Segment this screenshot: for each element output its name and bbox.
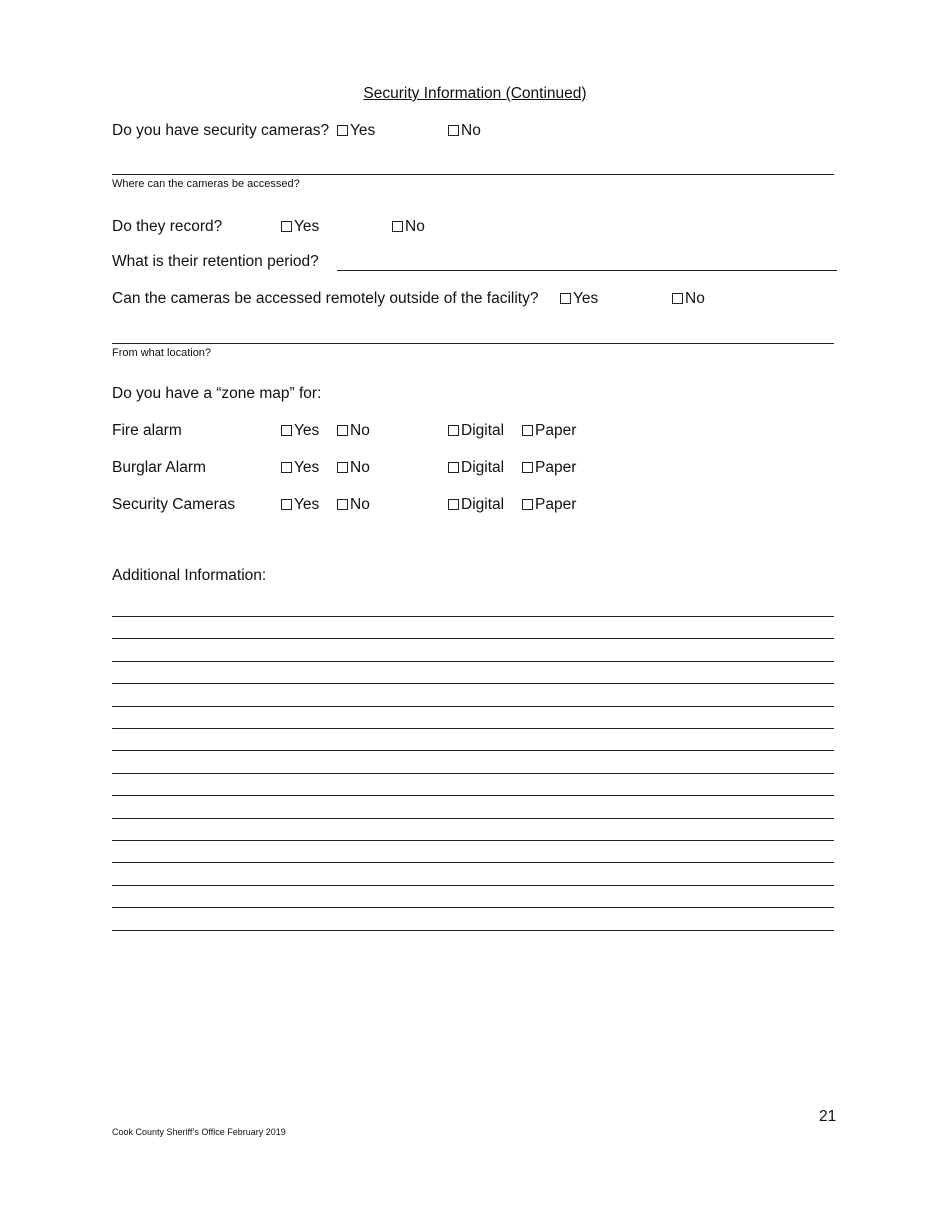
checkbox-icon: [522, 462, 533, 473]
additional-info-line[interactable]: [112, 706, 834, 707]
footer-text: Cook County Sheriff’s Office February 2019: [112, 1127, 286, 1137]
checkbox-icon: [337, 499, 348, 510]
fire-alarm-yes-checkbox[interactable]: Yes: [281, 422, 319, 440]
checkbox-icon: [281, 462, 292, 473]
checkbox-icon: [337, 462, 348, 473]
zone-row-label: Fire alarm: [112, 422, 182, 439]
remote-no-checkbox[interactable]: No: [672, 290, 705, 308]
cameras-no-checkbox[interactable]: No: [448, 122, 481, 140]
security-cameras-no-checkbox[interactable]: No: [337, 496, 370, 514]
remote-access-question: Can the cameras be accessed remotely outside of the facility?: [112, 290, 539, 307]
cameras-question: Do you have security cameras?: [112, 122, 330, 139]
checkbox-icon: [448, 125, 459, 136]
remote-location-input-line[interactable]: [112, 343, 834, 344]
additional-info-line[interactable]: [112, 862, 834, 863]
checkbox-icon: [448, 462, 459, 473]
record-no-checkbox[interactable]: No: [392, 218, 425, 236]
additional-info-line[interactable]: [112, 750, 834, 751]
record-yes-checkbox[interactable]: Yes: [281, 218, 319, 236]
additional-info-line[interactable]: [112, 818, 834, 819]
checkbox-icon: [281, 425, 292, 436]
page-title: Security Information (Continued): [363, 85, 587, 102]
checkbox-icon: [560, 293, 571, 304]
remote-yes-checkbox[interactable]: Yes: [560, 290, 598, 308]
zone-row-label: Burglar Alarm: [112, 459, 206, 476]
security-cameras-paper-checkbox[interactable]: Paper: [522, 496, 576, 514]
checkbox-icon: [337, 425, 348, 436]
record-question: Do they record?: [112, 218, 223, 235]
fire-alarm-paper-checkbox[interactable]: Paper: [522, 422, 576, 440]
checkbox-icon: [281, 499, 292, 510]
page-number: 21: [819, 1108, 837, 1125]
additional-info-line[interactable]: [112, 683, 834, 684]
cameras-yes-checkbox[interactable]: Yes: [337, 122, 375, 140]
fire-alarm-no-checkbox[interactable]: No: [337, 422, 370, 440]
checkbox-icon: [281, 221, 292, 232]
additional-info-line[interactable]: [112, 840, 834, 841]
access-location-caption: Where can the cameras be accessed?: [112, 178, 300, 190]
retention-question: What is their retention period?: [112, 253, 319, 270]
checkbox-icon: [392, 221, 403, 232]
additional-info-label: Additional Information:: [112, 567, 267, 584]
checkbox-icon: [448, 499, 459, 510]
additional-info-line[interactable]: [112, 661, 834, 662]
checkbox-icon: [448, 425, 459, 436]
additional-info-line[interactable]: [112, 728, 834, 729]
additional-info-line[interactable]: [112, 638, 834, 639]
checkbox-icon: [522, 499, 533, 510]
zone-row-label: Security Cameras: [112, 496, 236, 513]
zone-map-question: Do you have a “zone map” for:: [112, 385, 322, 402]
additional-info-line[interactable]: [112, 930, 834, 931]
retention-input-line[interactable]: [337, 270, 837, 271]
access-location-input-line[interactable]: [112, 174, 834, 175]
burglar-alarm-no-checkbox[interactable]: No: [337, 459, 370, 477]
security-cameras-digital-checkbox[interactable]: Digital: [448, 496, 504, 514]
additional-info-line[interactable]: [112, 907, 834, 908]
additional-info-line[interactable]: [112, 885, 834, 886]
remote-location-caption: From what location?: [112, 347, 212, 359]
checkbox-icon: [672, 293, 683, 304]
additional-info-line[interactable]: [112, 773, 834, 774]
fire-alarm-digital-checkbox[interactable]: Digital: [448, 422, 504, 440]
checkbox-icon: [337, 125, 348, 136]
burglar-alarm-yes-checkbox[interactable]: Yes: [281, 459, 319, 477]
burglar-alarm-paper-checkbox[interactable]: Paper: [522, 459, 576, 477]
additional-info-line[interactable]: [112, 616, 834, 617]
security-cameras-yes-checkbox[interactable]: Yes: [281, 496, 319, 514]
additional-info-line[interactable]: [112, 795, 834, 796]
burglar-alarm-digital-checkbox[interactable]: Digital: [448, 459, 504, 477]
checkbox-icon: [522, 425, 533, 436]
